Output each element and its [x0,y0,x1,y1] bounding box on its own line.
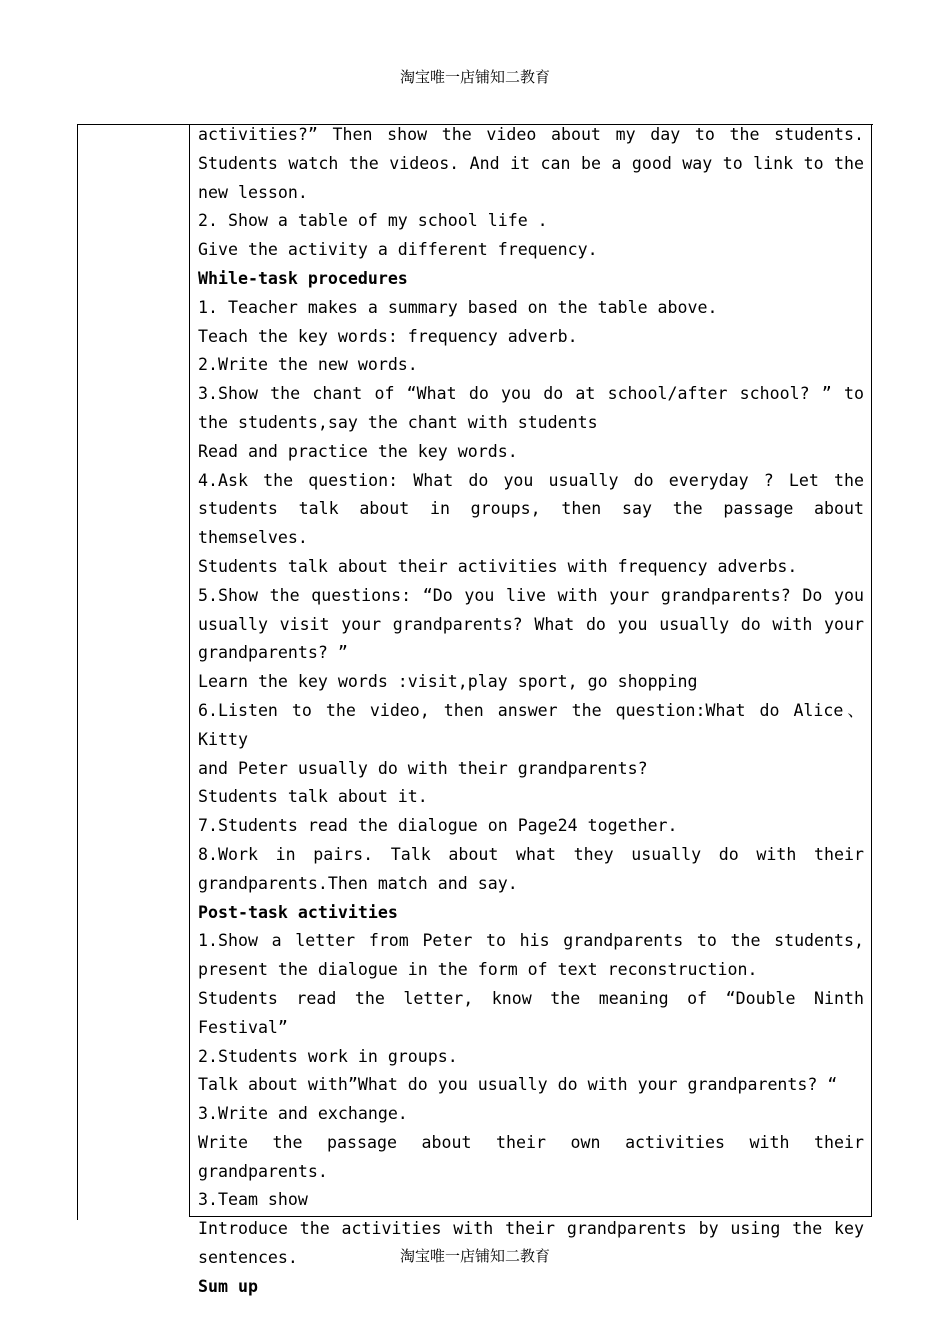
text-line: new lesson. [198,182,308,202]
text-line: usually visit your grandparents? What do you usually do with your [198,614,864,634]
text-line: 3.Write and exchange. [198,1104,408,1124]
text-line: activities?” Then show the video about my day to the students. [198,125,864,144]
text-line: grandparents.Then match and say. [198,873,518,893]
text-line: and Peter usually do with their grandparents? [198,758,648,778]
text-line: Students watch the videos. And it can be a good way to link to the [198,153,864,173]
text-line: 5.Show the questions: “Do you live with your grandparents? Do you [198,585,864,605]
page-footer: 淘宝唯一店铺知二教育 [399,1247,550,1265]
text-line: Students read the letter, know the meaning of “Double Ninth [198,988,864,1008]
text-line: 4.Ask the question: What do you usually do everyday ? Let the [198,470,864,490]
text-line: Write the passage about their own activities with their grandparents. [198,1132,864,1181]
section-heading: While-task procedures [198,268,408,288]
text-line: Talk about with”What do you usually do with your grandparents? “ [198,1075,838,1095]
text-line: 2. Show a table of my school life . [198,211,548,231]
text-line: sentences. [198,1248,298,1268]
text-line: Introduce the activities with their grandparents by using the key [198,1219,864,1239]
text-line: Learn the key words :visit,play sport, go shopping [198,672,698,692]
text-line: Students talk about their activities with frequency adverbs. [198,556,798,576]
section-heading: Sum up [198,1276,258,1296]
text-line: Festival” [198,1017,288,1037]
text-line: 1. Teacher makes a summary based on the table above. [198,297,718,317]
text-line: 3.Team show [198,1190,308,1210]
text-line: present the dialogue in the form of text reconstruction. [198,960,758,980]
text-line: Give the activity a different frequency. [198,240,598,260]
text-line: the students,say the chant with students [198,412,598,432]
text-line: 3.Show the chant of “What do you do at school/after school? ” to [198,384,864,404]
text-line: students talk about in groups, then say the passage about themselves. [198,499,864,548]
text-line: grandparents? ” [198,643,348,663]
table-left-border [77,124,78,1220]
text-line: Students talk about it. [198,787,428,807]
text-line: 2.Students work in groups. [198,1046,458,1066]
page-header: 淘宝唯一店铺知二教育 [399,68,550,86]
text-line: Read and practice the key words. [198,441,518,461]
procedure-text [198,121,864,1302]
text-line: 6.Listen to the video, then answer the question:What do Alice、Kitty [198,700,864,749]
text-line: Teach the key words: frequency adverb. [198,326,578,346]
text-line: 2.Write the new words. [198,355,418,375]
text-line: 8.Work in pairs. Talk about what they usually do with their [198,844,864,864]
section-heading: Post-task activities [198,902,398,922]
text-line: 1.Show a letter from Peter to his grandparents to the students, [198,931,864,951]
text-line: 7.Students read the dialogue on Page24 together. [198,816,678,836]
